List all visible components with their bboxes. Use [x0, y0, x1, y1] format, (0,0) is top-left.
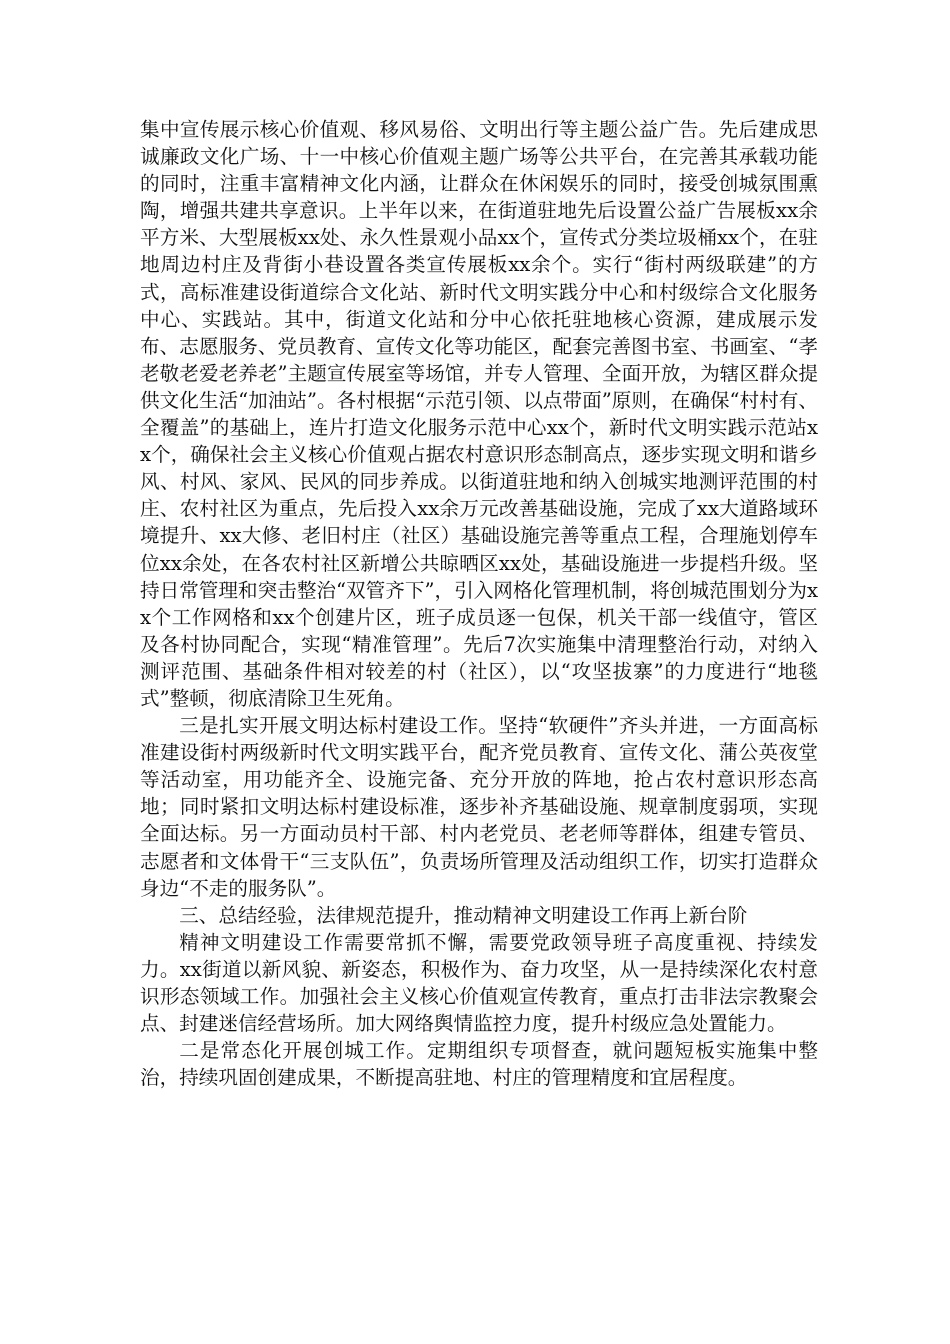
body-paragraph-2: 三是扎实开展文明达标村建设工作。坚持“软硬件”齐头并进，一方面高标准建设街村两级新时代文明实践平台，配齐党员教育、宣传文化、蒲公英夜堂等活动室，用功能齐全、设施完备、充分开放的阵地，抢占农村意识形态高地；同时紧扣文明达标村建设标准，逐步补齐基础设施、规章制度弱项，实现全面达标。另一方面动员村干部、村内老党员、老老师等群体，组建专管员、志愿者和文体骨干“三支队伍”，负责场所管理及活动组织工作，切实打造群众身边“不走的服务队”。 — [140, 714, 818, 900]
body-paragraph-3: 精神文明建设工作需要常抓不懈，需要党政领导班子高度重视、持续发力。xx街道以新风貌、新姿态，积极作为、奋力攻坚，从一是持续深化农村意识形态领域工作。加强社会主义核心价值观宣传教育，重点打击非法宗教聚会点、封建迷信经营场所。加大网络舆情监控力度，提升村级应急处置能力。 — [140, 930, 818, 1036]
document-page — [140, 116, 818, 1091]
section-heading: 三、总结经验，法律规范提升，推动精神文明建设工作再上新台阶 — [179, 903, 748, 927]
body-paragraph-1: 集中宣传展示核心价值观、移风易俗、文明出行等主题公益广告。先后建成思诚廉政文化广场、十一中核心价值观主题广场等公共平台，在完善其承载功能的同时，注重丰富精神文化内涵，让群众在休闲娱乐的同时，接受创城氛围熏陶，增强共建共享意识。上半年以来，在街道驻地先后设置公益广告展板xx余平方米、大型展板xx处、永久性景观小品xx个，宣传式分类垃圾桶xx个，在驻地周边村庄及背街小巷设置各类宣传展板xx余个。实行“街村两级联建”的方式，高标准建设街道综合文化站、新时代文明实践分中心和村级综合文化服务中心、实践站。其中，街道文化站和分中心依托驻地核心资源，建成展示发布、志愿服务、党员教育、宣传文化等功能区，配套完善图书室、书画室、“孝老敬老爱老养老”主题宣传展室等场馆，并专人管理、全面开放，为辖区群众提供文化生活“加油站”。各村根据“示范引领、以点带面”原则，在确保“村村有、全覆盖”的基础上，连片打造文化服务示范中心xx个，新时代文明实践示范站xx个，确保社会主义核心价值观占据农村意识形态制高点，逐步实现文明和谐乡风、村风、家风、民风的同步养成。以街道驻地和纳入创城实地测评范围的村庄、农村社区为重点，先后投入xx余万元改善基础设施，完成了xx大道路域环境提升、xx大修、老旧村庄（社区）基础设施完善等重点工程，合理施划停车位xx余处，在各农村社区新增公共晾晒区xx处，基础设施进一步提档升级。坚持日常管理和突击整治“双管齐下”，引入网格化管理机制，将创城范围划分为xx个工作网格和xx个创建片区，班子成员逐一包保，机关干部一线值守，管区及各村协同配合，实现“精准管理”。先后7次实施集中清理整治行动，对纳入测评范围、基础条件相对较差的村（社区），以“攻坚拔寨”的力度进行“地毯式”整顿，彻底清除卫生死角。 — [140, 118, 818, 710]
body-paragraph-4: 二是常态化开展创城工作。定期组织专项督查，就问题短板实施集中整治，持续巩固创建成果，不断提高驻地、村庄的管理精度和宜居程度。 — [140, 1039, 818, 1090]
